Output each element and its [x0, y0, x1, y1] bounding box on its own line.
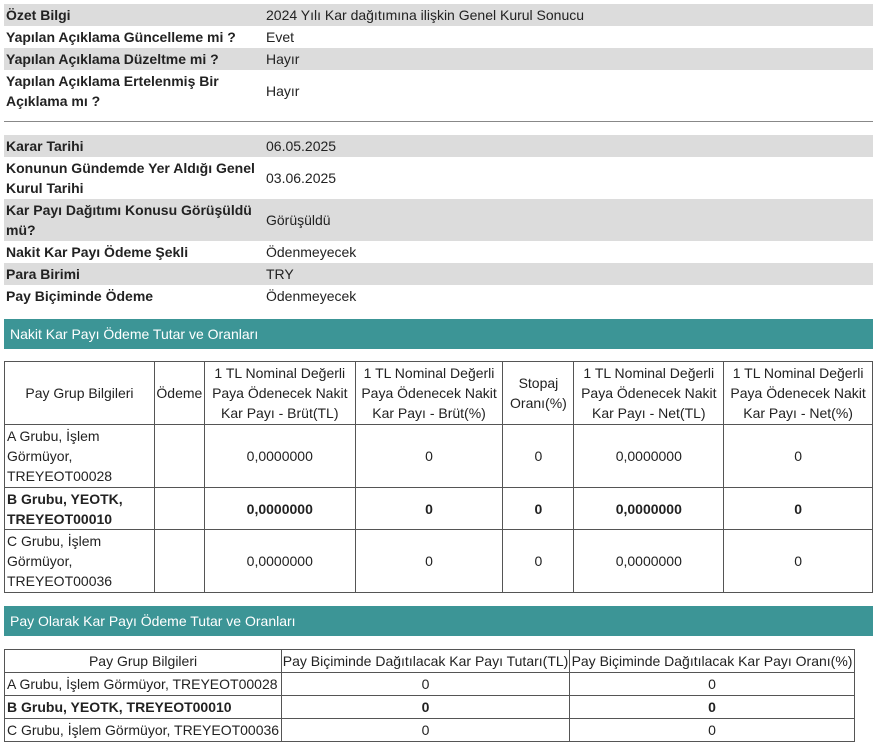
table-row [5, 530, 873, 593]
detail-key: Konunun Gündemde Yer Aldığı Genel Kurul Tarihi [6, 160, 255, 196]
divider [4, 121, 873, 122]
table-header-row [5, 650, 855, 673]
withholding-cell: 0 [503, 530, 574, 593]
detail-value: 03.06.2025 [266, 170, 337, 186]
amount-cell: 0 [282, 719, 570, 742]
net-pct-cell: 0 [724, 530, 873, 593]
detail-value: 06.05.2025 [266, 138, 337, 154]
net-tl-cell: 0,0000000 [574, 425, 724, 488]
gross-tl-cell: 0,0000000 [204, 530, 355, 593]
summary-key: Özet Bilgi [6, 7, 71, 23]
amount-cell: 0 [282, 696, 570, 719]
header-cell: Ödeme [154, 362, 204, 425]
table-row [5, 488, 873, 530]
table-header-row [5, 362, 873, 425]
net-tl-cell: 0,0000000 [574, 488, 724, 530]
payment-cell [154, 425, 204, 488]
detail-row [4, 135, 873, 157]
table-row [5, 425, 873, 488]
header-cell: Pay Biçiminde Dağıtılacak Kar Payı Tutarı(TL) [282, 650, 570, 673]
table-row [5, 719, 855, 742]
gross-tl-cell: 0,0000000 [204, 425, 355, 488]
header-cell: Pay Grup Bilgileri [5, 650, 282, 673]
summary-row [4, 70, 873, 112]
table-row [5, 696, 855, 719]
header-cell: Pay Biçiminde Dağıtılacak Kar Payı Oranı(%) [570, 650, 855, 673]
payment-cell [154, 530, 204, 593]
detail-row [4, 241, 873, 263]
rate-cell: 0 [570, 673, 855, 696]
detail-row [4, 199, 873, 241]
summary-value: Hayır [266, 83, 300, 99]
gross-pct-cell: 0 [355, 425, 503, 488]
gross-pct-cell: 0 [355, 488, 503, 530]
detail-value: TRY [266, 266, 294, 282]
amount-cell: 0 [282, 673, 570, 696]
detail-row [4, 263, 873, 285]
header-cell: 1 TL Nominal Değerli Paya Ödenecek Nakit Kar Payı - Net(TL) [574, 362, 724, 425]
rate-cell: 0 [570, 696, 855, 719]
summary-row [4, 26, 873, 48]
summary-value: Hayır [266, 51, 300, 67]
detail-key: Para Birimi [6, 266, 80, 282]
withholding-cell: 0 [503, 425, 574, 488]
detail-key: Nakit Kar Payı Ödeme Şekli [6, 244, 189, 260]
group-cell: C Grubu, İşlem Görmüyor, TREYEOT00036 [5, 719, 282, 742]
detail-key: Karar Tarihi [6, 138, 84, 154]
group-cell: A Grubu, İşlem Görmüyor, TREYEOT00028 [5, 425, 155, 488]
cash-section-header: Nakit Kar Payı Ödeme Tutar ve Oranları [4, 319, 873, 349]
detail-key: Pay Biçiminde Ödeme [6, 288, 154, 304]
group-cell: C Grubu, İşlem Görmüyor, TREYEOT00036 [5, 530, 155, 593]
withholding-cell: 0 [503, 488, 574, 530]
detail-value: Görüşüldü [266, 212, 331, 228]
detail-row [4, 285, 873, 307]
group-cell: B Grubu, YEOTK, TREYEOT00010 [5, 488, 155, 530]
header-cell: 1 TL Nominal Değerli Paya Ödenecek Nakit Kar Payı - Brüt(%) [355, 362, 503, 425]
summary-key: Yapılan Açıklama Güncelleme mi ? [6, 29, 236, 45]
summary-row [4, 48, 873, 70]
net-pct-cell: 0 [724, 488, 873, 530]
detail-value: Ödenmeyecek [266, 288, 357, 304]
net-pct-cell: 0 [724, 425, 873, 488]
summary-key: Yapılan Açıklama Düzeltme mi ? [6, 51, 219, 67]
detail-row [4, 157, 873, 199]
summary-value: 2024 Yılı Kar dağıtımına ilişkin Genel Kurul Sonucu [266, 7, 585, 23]
detail-value: Ödenmeyecek [266, 244, 357, 260]
group-cell: A Grubu, İşlem Görmüyor, TREYEOT00028 [5, 673, 282, 696]
table-row [5, 673, 855, 696]
header-cell: Pay Grup Bilgileri [5, 362, 155, 425]
header-cell: 1 TL Nominal Değerli Paya Ödenecek Nakit Kar Payı - Net(%) [724, 362, 873, 425]
gross-tl-cell: 0,0000000 [204, 488, 355, 530]
header-cell: 1 TL Nominal Değerli Paya Ödenecek Nakit Kar Payı - Brüt(TL) [204, 362, 355, 425]
gross-pct-cell: 0 [355, 530, 503, 593]
rate-cell: 0 [570, 719, 855, 742]
header-cell: Stopaj Oranı(%) [503, 362, 574, 425]
detail-key: Kar Payı Dağıtımı Konusu Görüşüldü mü? [6, 202, 252, 238]
cash-dividend-table [4, 361, 873, 593]
group-cell: B Grubu, YEOTK, TREYEOT00010 [5, 696, 282, 719]
summary-value: Evet [266, 29, 295, 45]
payment-cell [154, 488, 204, 530]
summary-key: Yapılan Açıklama Ertelenmiş Bir Açıklama mı ? [6, 73, 219, 109]
share-dividend-table [4, 649, 855, 742]
share-section-header: Pay Olarak Kar Payı Ödeme Tutar ve Oranları [4, 606, 873, 636]
net-tl-cell: 0,0000000 [574, 530, 724, 593]
summary-row [4, 4, 873, 26]
